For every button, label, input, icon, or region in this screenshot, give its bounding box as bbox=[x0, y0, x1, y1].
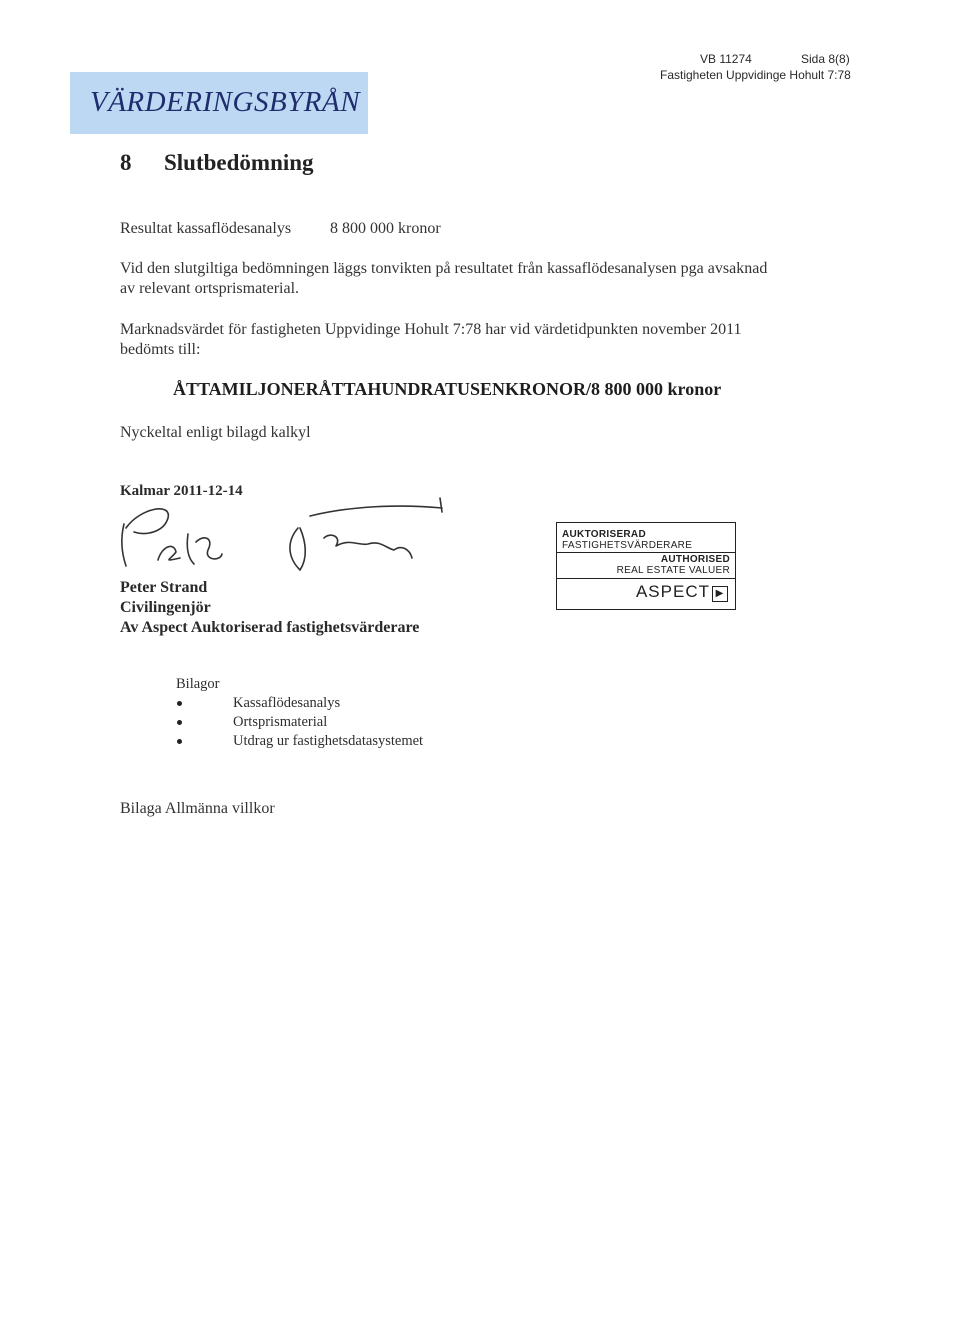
signatory-name: Peter Strand bbox=[120, 579, 208, 596]
doc-ref: VB 11274 bbox=[700, 52, 752, 66]
paragraph-2-line-2: bedömts till: bbox=[120, 341, 201, 358]
place-date: Kalmar 2011-12-14 bbox=[120, 483, 243, 499]
signatory-organization: Av Aspect Auktoriserad fastighetsvärderare bbox=[120, 619, 420, 636]
attachments-heading: Bilagor bbox=[176, 676, 220, 692]
signature-block bbox=[120, 578, 419, 638]
paragraph-1-line-2: av relevant ortsprismaterial. bbox=[120, 280, 300, 297]
signatory-title: Civilingenjör bbox=[120, 599, 211, 616]
bullet-icon bbox=[177, 739, 182, 744]
stamp-brand-text: ASPECT bbox=[635, 582, 710, 601]
page-number: Sida 8(8) bbox=[801, 52, 850, 66]
bullet-icon bbox=[177, 720, 182, 725]
logo-band bbox=[70, 72, 368, 134]
appendix-note: Bilaga Allmänna villkor bbox=[120, 800, 275, 817]
property-ref: Fastigheten Uppvidinge Hohult 7:78 bbox=[660, 68, 851, 82]
section-title: Slutbedömning bbox=[164, 150, 314, 175]
attachment-label: Ortsprismaterial bbox=[233, 714, 328, 730]
paragraph-1-line-1: Vid den slutgiltiga bedömningen läggs tonvikten på resultatet från kassaflödesanalysen pga avsaknad bbox=[120, 260, 768, 277]
cash-flow-label: Resultat kassaflödesanalys bbox=[120, 220, 292, 237]
company-logo: VÄRDERINGSBYRÅN bbox=[90, 86, 361, 118]
authorised-valuer-stamp bbox=[556, 522, 736, 610]
list-item bbox=[171, 694, 423, 713]
attachments-list bbox=[171, 694, 423, 751]
stamp-arrow-icon: ▶ bbox=[712, 586, 728, 602]
stamp-line-2: FASTIGHETSVÄRDERARE bbox=[562, 540, 693, 551]
key-figures-note: Nyckeltal enligt bilagd kalkyl bbox=[120, 424, 311, 441]
stamp-line-3: AUTHORISED bbox=[660, 554, 730, 565]
section-number: 8 bbox=[120, 150, 132, 175]
list-item bbox=[171, 713, 423, 732]
stamp-line-4: REAL ESTATE VALUER bbox=[616, 565, 730, 576]
bullet-icon bbox=[177, 701, 182, 706]
attachment-label: Utdrag ur fastighetsdatasystemet bbox=[233, 733, 424, 749]
attachment-label: Kassaflödesanalys bbox=[233, 695, 341, 711]
section-heading bbox=[120, 150, 314, 176]
stamp-brand bbox=[636, 582, 728, 602]
market-value-statement: ÅTTAMILJONERÅTTAHUNDRATUSENKRONOR/8 800 000 kronor bbox=[173, 379, 722, 399]
cash-flow-value: 8 800 000 kronor bbox=[330, 220, 441, 237]
list-item bbox=[171, 732, 423, 751]
handwritten-signature bbox=[110, 488, 460, 578]
paragraph-2-line-1: Marknadsvärdet för fastigheten Uppvidinge Hohult 7:78 har vid värdetidpunkten november 2011 bbox=[120, 321, 742, 338]
stamp-line-1: AUKTORISERAD bbox=[562, 529, 646, 540]
